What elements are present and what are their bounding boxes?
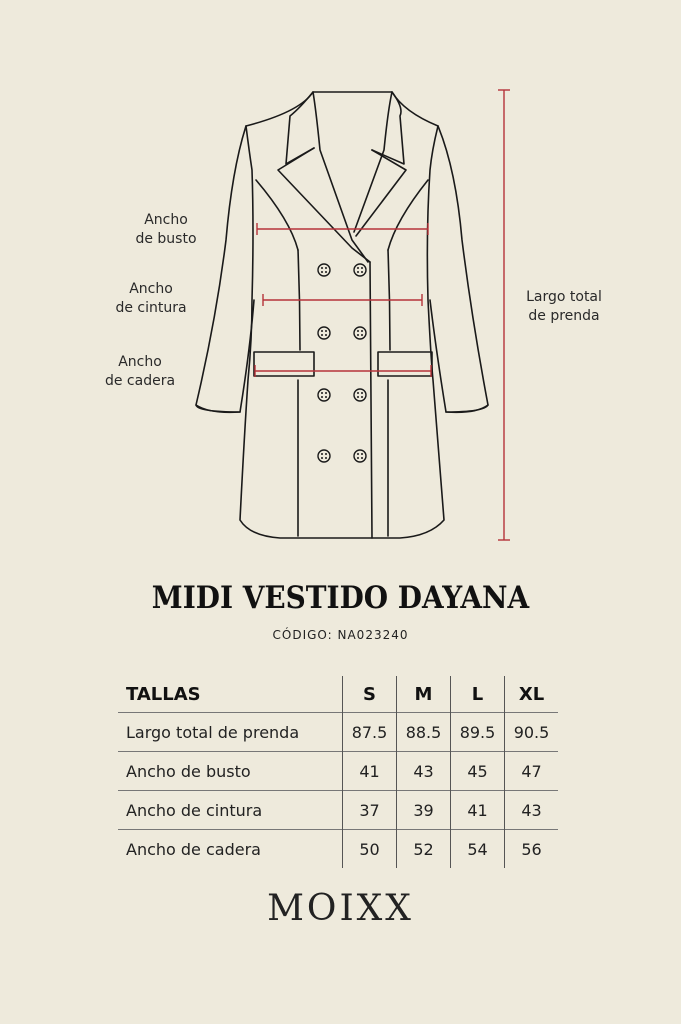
row-label: Ancho de busto bbox=[118, 752, 343, 791]
row-label: Ancho de cadera bbox=[118, 830, 343, 869]
brand-logo: MOIXX bbox=[267, 888, 414, 929]
cell-value: 37 bbox=[343, 791, 397, 830]
pocket-right bbox=[378, 352, 432, 376]
cell-value: 47 bbox=[505, 752, 559, 791]
collar-left bbox=[286, 92, 314, 164]
size-table bbox=[118, 676, 558, 868]
left-sleeve bbox=[196, 126, 254, 412]
waist-label: Ancho de cintura bbox=[115, 281, 187, 316]
bust-label: Ancho de busto bbox=[135, 212, 197, 247]
table-row bbox=[118, 791, 558, 830]
cell-value: 88.5 bbox=[397, 713, 451, 752]
pocket-left bbox=[254, 352, 314, 376]
cell-value: 41 bbox=[343, 752, 397, 791]
table-row bbox=[118, 830, 558, 869]
row-label: Largo total de prenda bbox=[118, 713, 343, 752]
size-s: S bbox=[343, 676, 397, 713]
table-row bbox=[118, 752, 558, 791]
table-row bbox=[118, 713, 558, 752]
cell-value: 54 bbox=[451, 830, 505, 869]
cell-value: 43 bbox=[505, 791, 559, 830]
row-label: Ancho de cintura bbox=[118, 791, 343, 830]
cell-value: 50 bbox=[343, 830, 397, 869]
size-header-row bbox=[118, 676, 558, 713]
size-m: M bbox=[397, 676, 451, 713]
cell-value: 90.5 bbox=[505, 713, 559, 752]
right-sleeve bbox=[430, 126, 488, 412]
waist-measure-line bbox=[263, 294, 422, 306]
cell-value: 39 bbox=[397, 791, 451, 830]
cell-value: 89.5 bbox=[451, 713, 505, 752]
dress-body-outline bbox=[240, 92, 444, 538]
cell-value: 45 bbox=[451, 752, 505, 791]
hip-label: Ancho de cadera bbox=[104, 354, 176, 389]
length-measure-line bbox=[498, 90, 510, 540]
cell-value: 41 bbox=[451, 791, 505, 830]
size-xl: XL bbox=[505, 676, 559, 713]
bust-measure-line bbox=[257, 223, 428, 235]
product-code: CÓDIGO: NA023240 bbox=[272, 628, 409, 642]
sizes-header: TALLAS bbox=[126, 683, 201, 705]
product-title: MIDI VESTIDO DAYANA bbox=[151, 580, 530, 616]
size-l: L bbox=[451, 676, 505, 713]
cell-value: 43 bbox=[397, 752, 451, 791]
cell-value: 52 bbox=[397, 830, 451, 869]
cell-value: 87.5 bbox=[343, 713, 397, 752]
length-label: Largo total de prenda bbox=[526, 289, 602, 324]
cell-value: 56 bbox=[505, 830, 559, 869]
button bbox=[318, 264, 366, 462]
